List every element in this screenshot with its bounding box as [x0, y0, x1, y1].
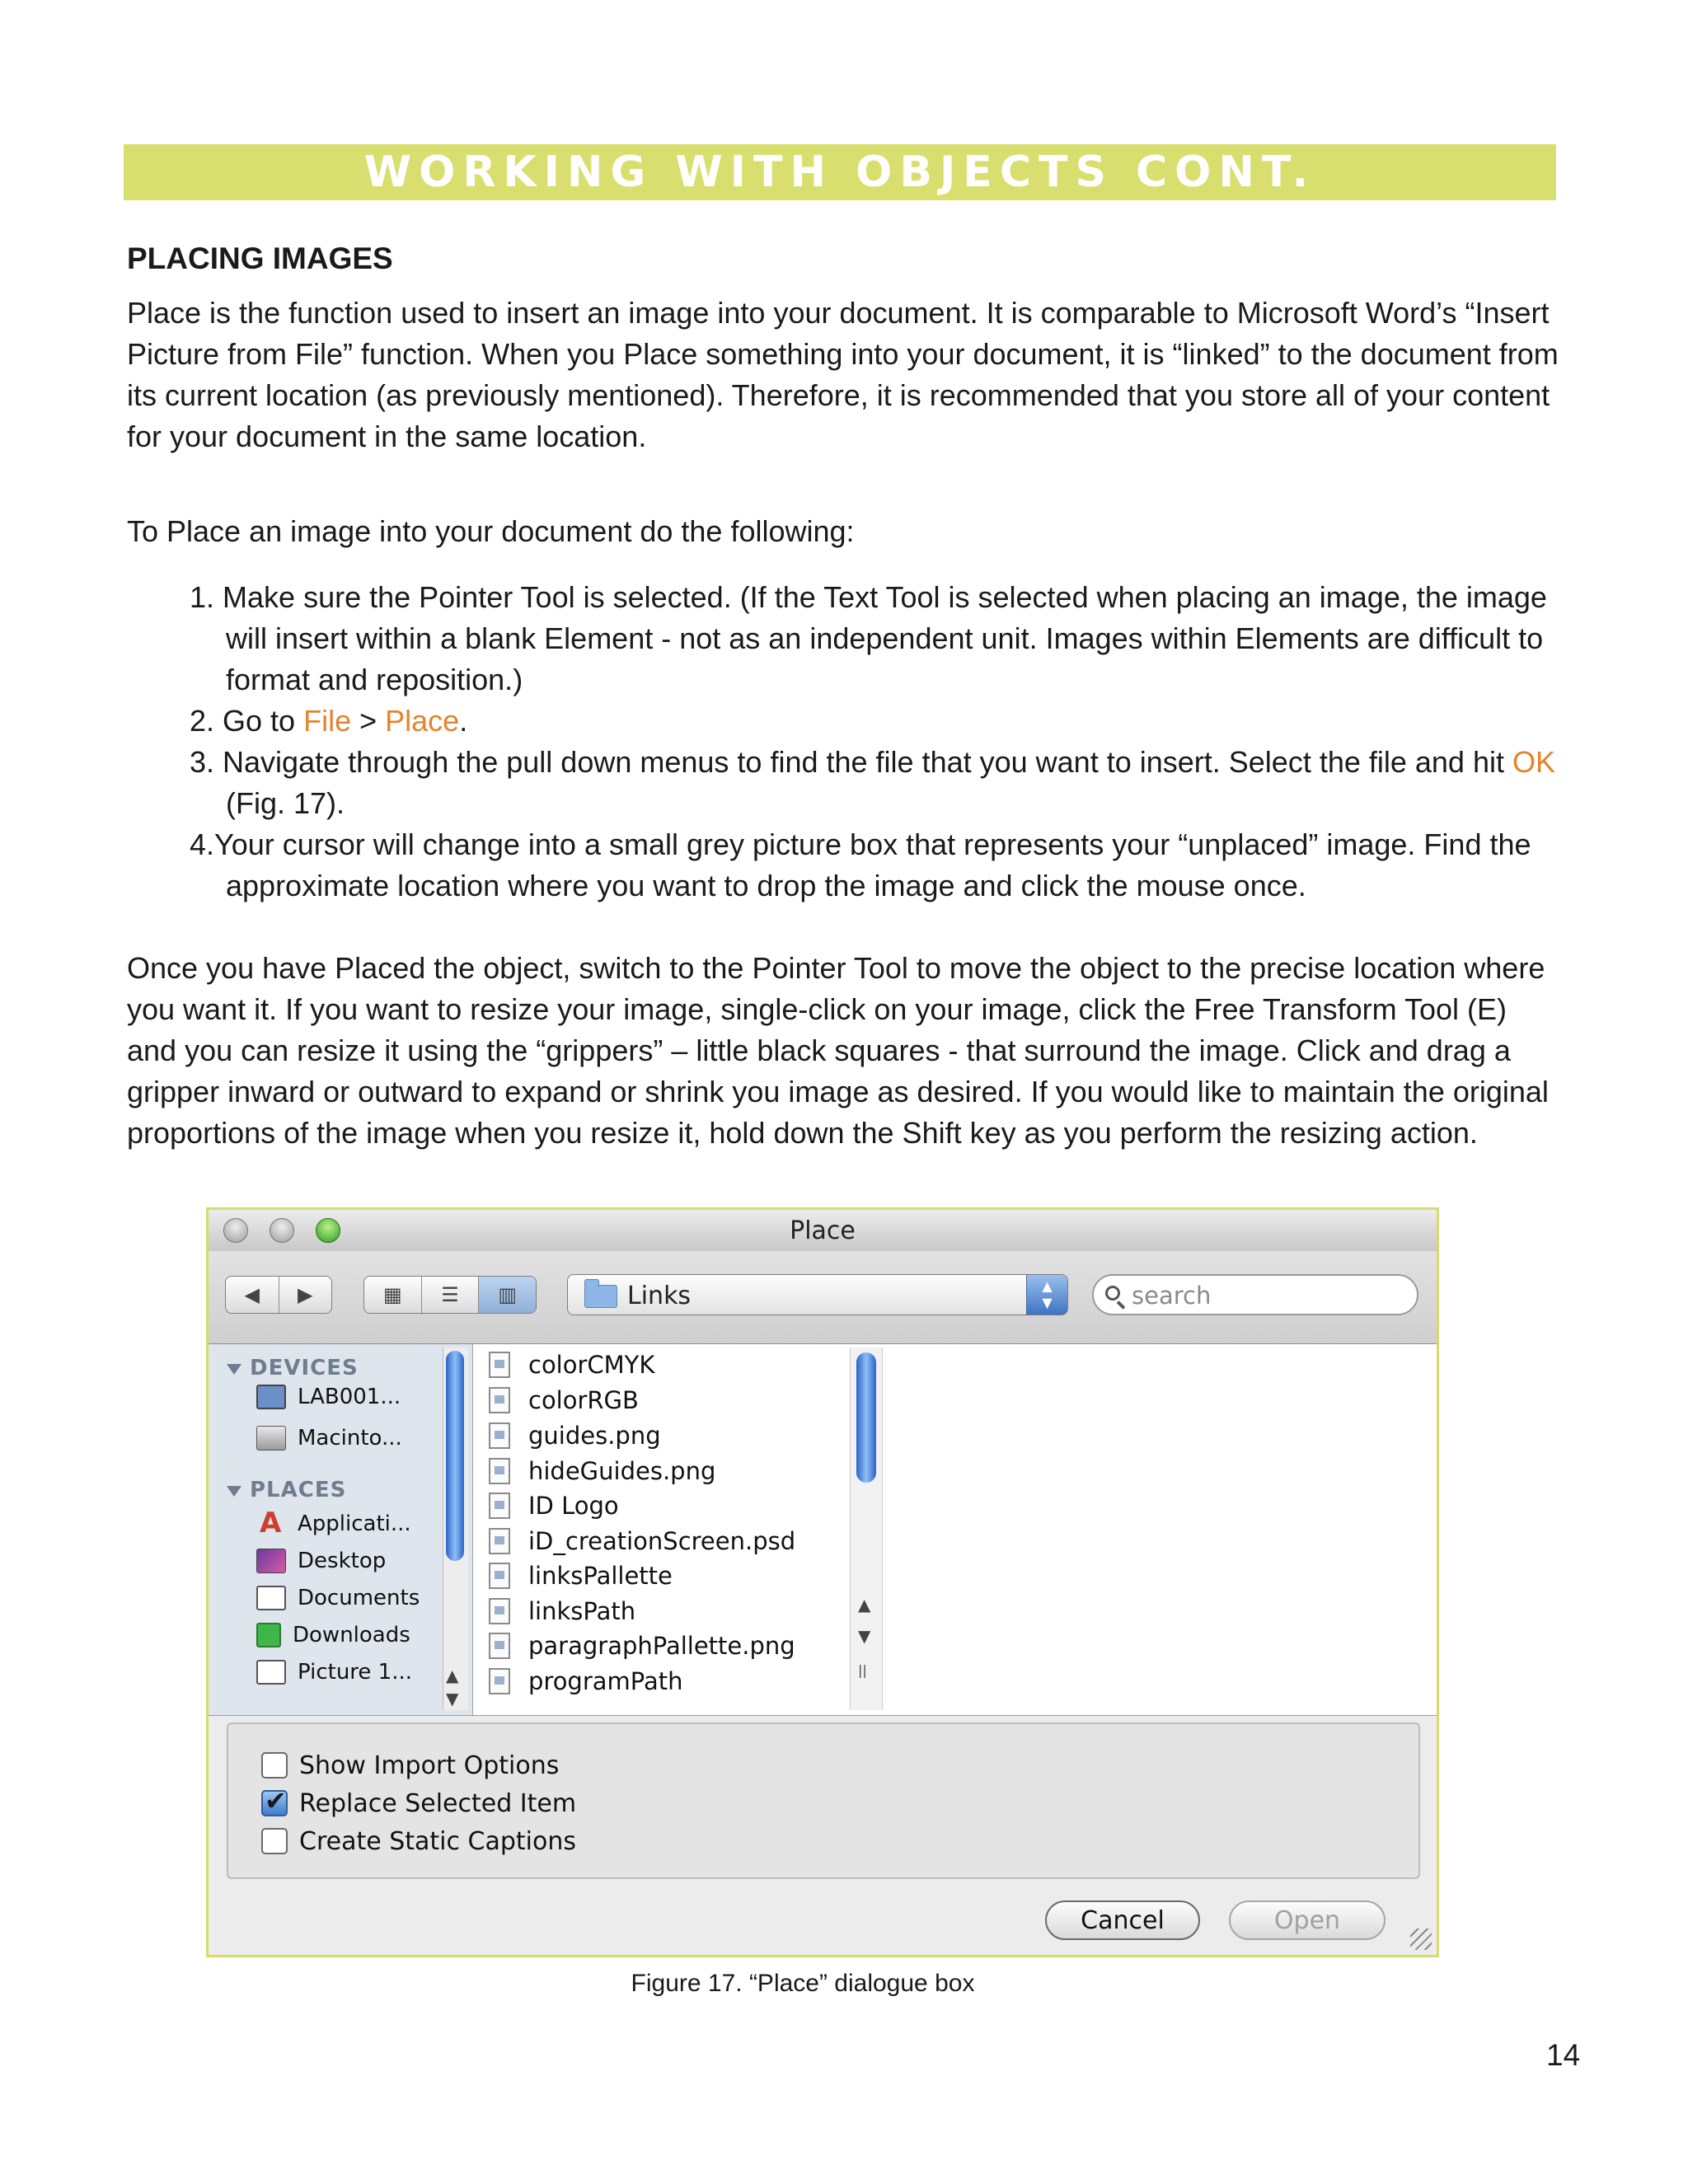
list-item[interactable]: paragraphPallette.png	[489, 1629, 795, 1663]
sidebar-item-desktop[interactable]: Desktop	[256, 1544, 386, 1577]
page-number: 14	[1546, 2038, 1581, 2072]
replace-selected-item-checkbox[interactable]: ✔ Replace Selected Item	[261, 1787, 576, 1820]
banner-title: WORKING WITH OBJECTS CONT.	[363, 148, 1316, 197]
steps-list	[190, 577, 1558, 907]
section-title: PLACING IMAGES	[127, 241, 393, 275]
show-import-options-checkbox[interactable]: Show Import Options	[261, 1749, 559, 1782]
back-arrow-icon: ◀	[244, 1283, 260, 1306]
ok-highlight: OK	[1512, 745, 1555, 779]
step-2: 2. Go to File > Place.	[190, 704, 468, 738]
search-input[interactable]	[1130, 1281, 1405, 1310]
step-4: 4.Your cursor will change into a small grey picture box that represents your “unplaced” image. Find the approximate location where you want to drop the image and click the mouse once.	[190, 827, 1531, 902]
column-view-button[interactable]	[479, 1277, 536, 1313]
folder-icon	[584, 1285, 617, 1308]
documents-icon	[256, 1586, 286, 1610]
file-icon	[489, 1598, 510, 1624]
sidebar-scrollbar[interactable]	[443, 1347, 468, 1710]
dialog-titlebar	[209, 1210, 1437, 1252]
sidebar-item-picture[interactable]: Picture 1...	[256, 1656, 412, 1689]
dialog-sidebar	[209, 1344, 473, 1715]
step-1: 1. Make sure the Pointer Tool is selected. (If the Text Tool is selected when placing an image, the image will insert within a blank Element - not as an independent unit. Images within Elements are difficult to format and reposition.)	[190, 580, 1547, 696]
menu-file: File	[303, 704, 352, 738]
hard-disk-icon	[256, 1426, 286, 1451]
file-icon	[489, 1493, 510, 1519]
resize-paragraph: Once you have Placed the object, switch to the Pointer Tool to move the object to the precise location where you want it. If you want to resize your image, single-click on your image, click the Free Transform Tool (E) and you can resize it using the “grippers” – little black squares - that surround the image. Click and drag a gripper inward or outward to expand or shrink you image as desired. If you would like to maintain the original proportions of the image when you resize it, hold down the Shift key as you perform the resizing action.	[127, 951, 1549, 1150]
sidebar-scroll-thumb[interactable]	[446, 1351, 464, 1561]
checkbox[interactable]	[261, 1752, 288, 1779]
file-list	[481, 1344, 860, 1715]
disclosure-triangle-icon	[227, 1486, 241, 1497]
sidebar-item-applications[interactable]: A Applicati...	[256, 1507, 411, 1540]
list-icon: ☰	[441, 1283, 459, 1306]
scroll-down-arrow-icon[interactable]: ▼	[446, 1689, 459, 1708]
location-label: Links	[627, 1282, 692, 1310]
open-button[interactable]: Open	[1229, 1900, 1386, 1940]
create-static-captions-checkbox[interactable]: Create Static Captions	[261, 1825, 576, 1858]
file-browser	[209, 1344, 1437, 1716]
disclosure-triangle-icon	[227, 1364, 241, 1375]
list-item[interactable]: guides.png	[489, 1418, 661, 1453]
list-item[interactable]: iD_creationScreen.psd	[489, 1524, 795, 1558]
list-item[interactable]: linksPallette	[489, 1558, 673, 1593]
figure-caption: Figure 17. “Place” dialogue box	[631, 1970, 975, 1997]
view-mode-control	[363, 1276, 537, 1314]
list-item[interactable]: programPath	[489, 1664, 683, 1699]
dialog-toolbar	[209, 1251, 1437, 1344]
checkbox[interactable]	[261, 1828, 288, 1854]
file-list-scroll-thumb[interactable]	[856, 1352, 876, 1483]
list-item[interactable]: linksPath	[489, 1594, 635, 1629]
checkbox-checked[interactable]	[261, 1790, 288, 1816]
search-icon	[1105, 1286, 1120, 1301]
column-resize-handle[interactable]: ||	[858, 1662, 867, 1678]
sidebar-item-documents[interactable]: Documents	[256, 1582, 420, 1615]
resize-grip-icon[interactable]	[1410, 1929, 1432, 1950]
list-item[interactable]: hideGuides.png	[489, 1454, 715, 1488]
preview-column	[1105, 1344, 1437, 1715]
forward-button[interactable]	[279, 1277, 332, 1313]
back-button[interactable]	[226, 1277, 279, 1313]
list-view-button[interactable]	[422, 1277, 480, 1313]
step-3: 3. Navigate through the pull down menus to find the file that you want to insert. Select the file and hit OK (Fig. 17).	[190, 745, 1555, 820]
intro-paragraph: Place is the function used to insert an image into your document. It is comparable to Microsoft Word’s “Insert Picture from File” function. When you Place something into your document, it is “linked” to the document from its current location (as previously mentioned). Therefore, it is recommended that you store all of your content for your document in the same location.	[127, 296, 1559, 453]
devices-heading[interactable]: DEVICES	[227, 1356, 359, 1380]
scroll-down-arrow-icon[interactable]: ▼	[858, 1626, 871, 1646]
section-banner	[124, 144, 1556, 200]
file-icon	[489, 1458, 510, 1484]
picture-icon	[256, 1660, 286, 1685]
grid-icon: ▦	[382, 1283, 402, 1306]
places-heading[interactable]: PLACES	[227, 1478, 346, 1502]
file-icon	[489, 1668, 510, 1694]
popup-arrows-icon: ▲ ▼	[1026, 1275, 1067, 1315]
scroll-up-arrow-icon[interactable]: ▲	[446, 1666, 459, 1685]
applications-icon	[256, 1511, 286, 1536]
back-forward-control	[225, 1276, 332, 1314]
columns-icon: ▥	[498, 1283, 518, 1306]
dialog-title: Place	[790, 1216, 856, 1245]
sidebar-item-downloads[interactable]: Downloads	[256, 1619, 410, 1652]
downloads-icon	[256, 1623, 281, 1647]
file-icon	[489, 1563, 510, 1589]
file-icon	[489, 1387, 510, 1413]
search-field[interactable]	[1092, 1274, 1418, 1315]
place-dialog	[206, 1207, 1439, 1957]
sidebar-item-lab001[interactable]: LAB001...	[256, 1380, 401, 1413]
scroll-up-arrow-icon[interactable]: ▲	[858, 1595, 871, 1615]
file-list-scrollbar[interactable]	[850, 1347, 883, 1710]
location-popup[interactable]	[567, 1274, 1068, 1315]
cancel-button[interactable]: Cancel	[1045, 1900, 1200, 1940]
import-options	[227, 1722, 1420, 1879]
empty-column	[883, 1344, 1106, 1715]
steps-intro: To Place an image into your document do the following:	[127, 514, 855, 548]
icon-view-button[interactable]	[364, 1277, 422, 1313]
menu-place: Place	[385, 704, 460, 738]
forward-arrow-icon: ▶	[298, 1283, 313, 1306]
file-icon	[489, 1528, 510, 1554]
file-icon	[489, 1422, 510, 1449]
list-item[interactable]: colorCMYK	[489, 1347, 654, 1382]
computer-icon	[256, 1385, 286, 1409]
list-item[interactable]: ID Logo	[489, 1488, 619, 1523]
file-icon	[489, 1352, 510, 1378]
file-icon	[489, 1633, 510, 1659]
desktop-icon	[256, 1549, 286, 1573]
sidebar-item-macintosh[interactable]: Macinto...	[256, 1422, 402, 1455]
list-item[interactable]: colorRGB	[489, 1383, 639, 1418]
